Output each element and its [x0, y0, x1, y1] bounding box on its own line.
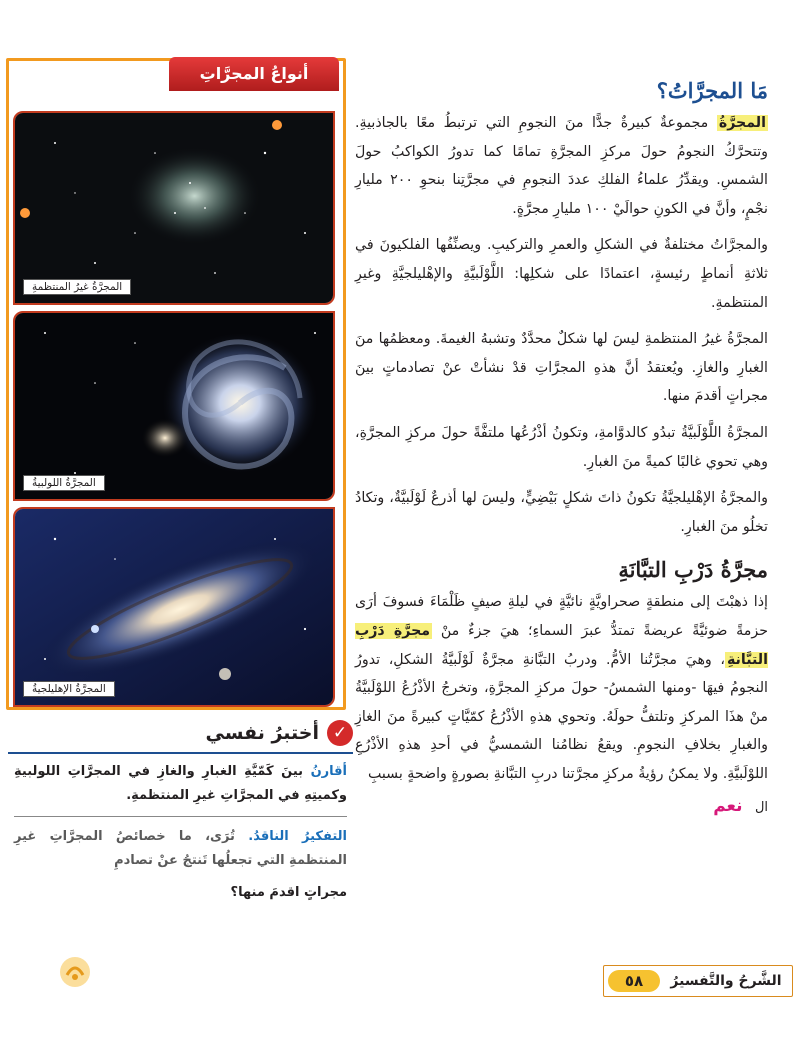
question-critical-thinking [14, 825, 347, 873]
paragraph-definition [355, 109, 768, 223]
highlight-term-milky-way: مجرَّةِ دَرْبِ التبَّانةِ [355, 622, 768, 668]
question-compare-keyword: أقارنُ [310, 764, 347, 779]
photo-spiral-galaxy [13, 311, 335, 501]
main-text-column [355, 60, 768, 816]
paragraph-milky-way-after: ، وهيَ مجرَّتُنا الأمُّ. ودربُ التبَّانةِ مجرَّةٌ لَوْلَبيَّةُ الشكلِ، تدورُ النجومُ فيهَا -ومنها الشمسُ- حولَ مركزِ المجرَّةِ، وتخرجُ الأذْرُعُ اللوْلَبيَّةُ منْ هذَا المركزِ وتلتفُّ حولَهُ. وتحوي هذهِ الأذْرُعُ كمّيَّاتٍ كبيرةً منَ الغازِ والغبارِ بخلافِ النجومِ. ويقعُ نظامُنا الشمسيُّ في أحدِ هذهِ الأذْرُعِ اللوْلَبيَّةِ. ولا يمكنُ رؤيةُ مركزِ مجرَّتنا دربِ التبَّانةِ بصورةٍ واضحةٍ بسببِ [355, 651, 768, 782]
question-critical-keyword: التفكيرُ الناقدُ. [248, 829, 347, 844]
elliptical-galaxy-image [15, 509, 333, 705]
irregular-galaxy-image [15, 113, 333, 303]
paragraph-spiral: المجرَّةُ اللَّوْلَبيَّةُ تبدُو كالدوَّامةِ، وتكونُ أذْرُعُها ملتفَّةً حولَ مركزِ المجرَّةِ، وهي تحوي غالبًا كميةً منَ الغبارِ. [355, 424, 768, 470]
self-test-title: أختبرُ نفسي [205, 722, 319, 744]
highlight-term-galaxy: المجرَّةُ [718, 115, 766, 131]
page-footer [603, 965, 793, 997]
paragraph-definition-text: مجموعةٌ كبيرةٌ جدًّا منَ النجومِ التي ترتبطُ معًا بالجاذبيةِ. وتتحرَّكُ النجومُ حولَ مركزِ المجرَّةِ تمامًا كما تدورُ الكواكبُ حولَ الشمسِ. ويقدِّرُ علماءُ الفلكِ عددَ النجومِ في مجرَّتِنا بنحوِ ٢٠٠ مليارِ نجْمٍ، وأنَّ في الكونِ حوالَيْ ١٠٠ مليارِ مجرَّةٍ. [355, 115, 768, 217]
figure-title-tab: أنواعُ المجرَّاتِ [169, 57, 339, 91]
paragraph-milky-way-before: إذا ذهبْتَ إلى منطقةٍ صحراويَّةٍ نائيَّةٍ في ليلةِ صيفٍ ظَلْمَاءَ فسوفَ أرَى حزمةً ضوئيَّةً عريضةً تمتدُّ عبرَ السماءِ؛ هيَ جزءٌ منْ [355, 594, 768, 639]
self-test-box [8, 720, 353, 913]
footer-section-label: الشَّرحُ والتَّفسيرُ [670, 973, 782, 989]
question-critical-continued: مجراتٍ اقدمَ منها؟ [230, 885, 347, 900]
self-test-divider [8, 752, 353, 754]
galaxy-types-figure [6, 58, 346, 710]
checkmark-icon: ✓ [327, 720, 353, 746]
caption-spiral: المجرَّةُ اللولبيةُ [23, 475, 105, 491]
page-number: ٥٨ [608, 970, 660, 992]
paragraph-irregular: المجرَّةُ غيرُ المنتظمةِ ليسَ لها شكلٌ محدَّدٌ وتشبهُ الغيمةَ. ومعظمُها منَ الغبارِ والغازِ. ويُعتقدُ أنَّ هذهِ المجرَّاتِ قدْ نشأتْ عنْ تصادماتٍ بينَ مجراتٍ أقدمَ منها. [355, 331, 768, 405]
caption-irregular: المجرَّةُ غيرُ المنتظمةِ [23, 279, 131, 295]
question-compare-text: بينَ كَمّيَّةِ الغبارِ والغازِ في المجرَّاتِ اللولبيةِ وكميتِهِ في المجرَّاتِ غيرِ المنتظمةِ. [14, 764, 347, 803]
paragraph-milky-way [355, 588, 768, 788]
publisher-logo-icon [58, 955, 92, 989]
tail-line [355, 796, 768, 816]
photo-elliptical-galaxy [13, 507, 335, 707]
question-separator [14, 816, 347, 817]
paragraph-elliptical: والمجرَّةُ الإهْليلجيَّةُ تكونُ ذاتَ شكلٍ بَيْضِيٍّ، وليسَ لها أذرعٌ لَوْلَبيَّةٌ، وتكادُ تخلُو منَ الغبارِ. [355, 490, 768, 535]
tail-accent-word: نعم [713, 796, 743, 817]
tail-prefix: ال [754, 800, 768, 816]
question-critical-text: تُرَى، ما خصائصُ المجرَّاتِ غيرِ المنتظمةِ التي تجعلُها تَنتجُ عنْ تصادمِ [14, 829, 347, 868]
caption-elliptical: المجرَّةُ الإهليلجيةُ [23, 681, 115, 697]
heading-milky-way: مجرَّةُ دَرْبِ التبَّانَةِ [618, 557, 768, 583]
photo-irregular-galaxy [13, 111, 335, 305]
question-compare [14, 760, 347, 808]
self-test-header [8, 720, 353, 746]
paragraph-types: والمجرَّاتُ مختلفةٌ في الشكلِ والعمرِ والتركيبِ. ويصنِّفُها الفلكيونَ في ثلاثةِ أنماطٍ رئيسةٍ، اعتمادًا على شكلِها: اللَّوْلَبيَّةِ والإهْليلجيَّةِ وغيرِ المنتظمةِ. [355, 237, 768, 311]
heading-what-are-galaxies: مَا المجرَّاتُ؟ [656, 78, 768, 103]
spiral-galaxy-image [15, 313, 333, 499]
